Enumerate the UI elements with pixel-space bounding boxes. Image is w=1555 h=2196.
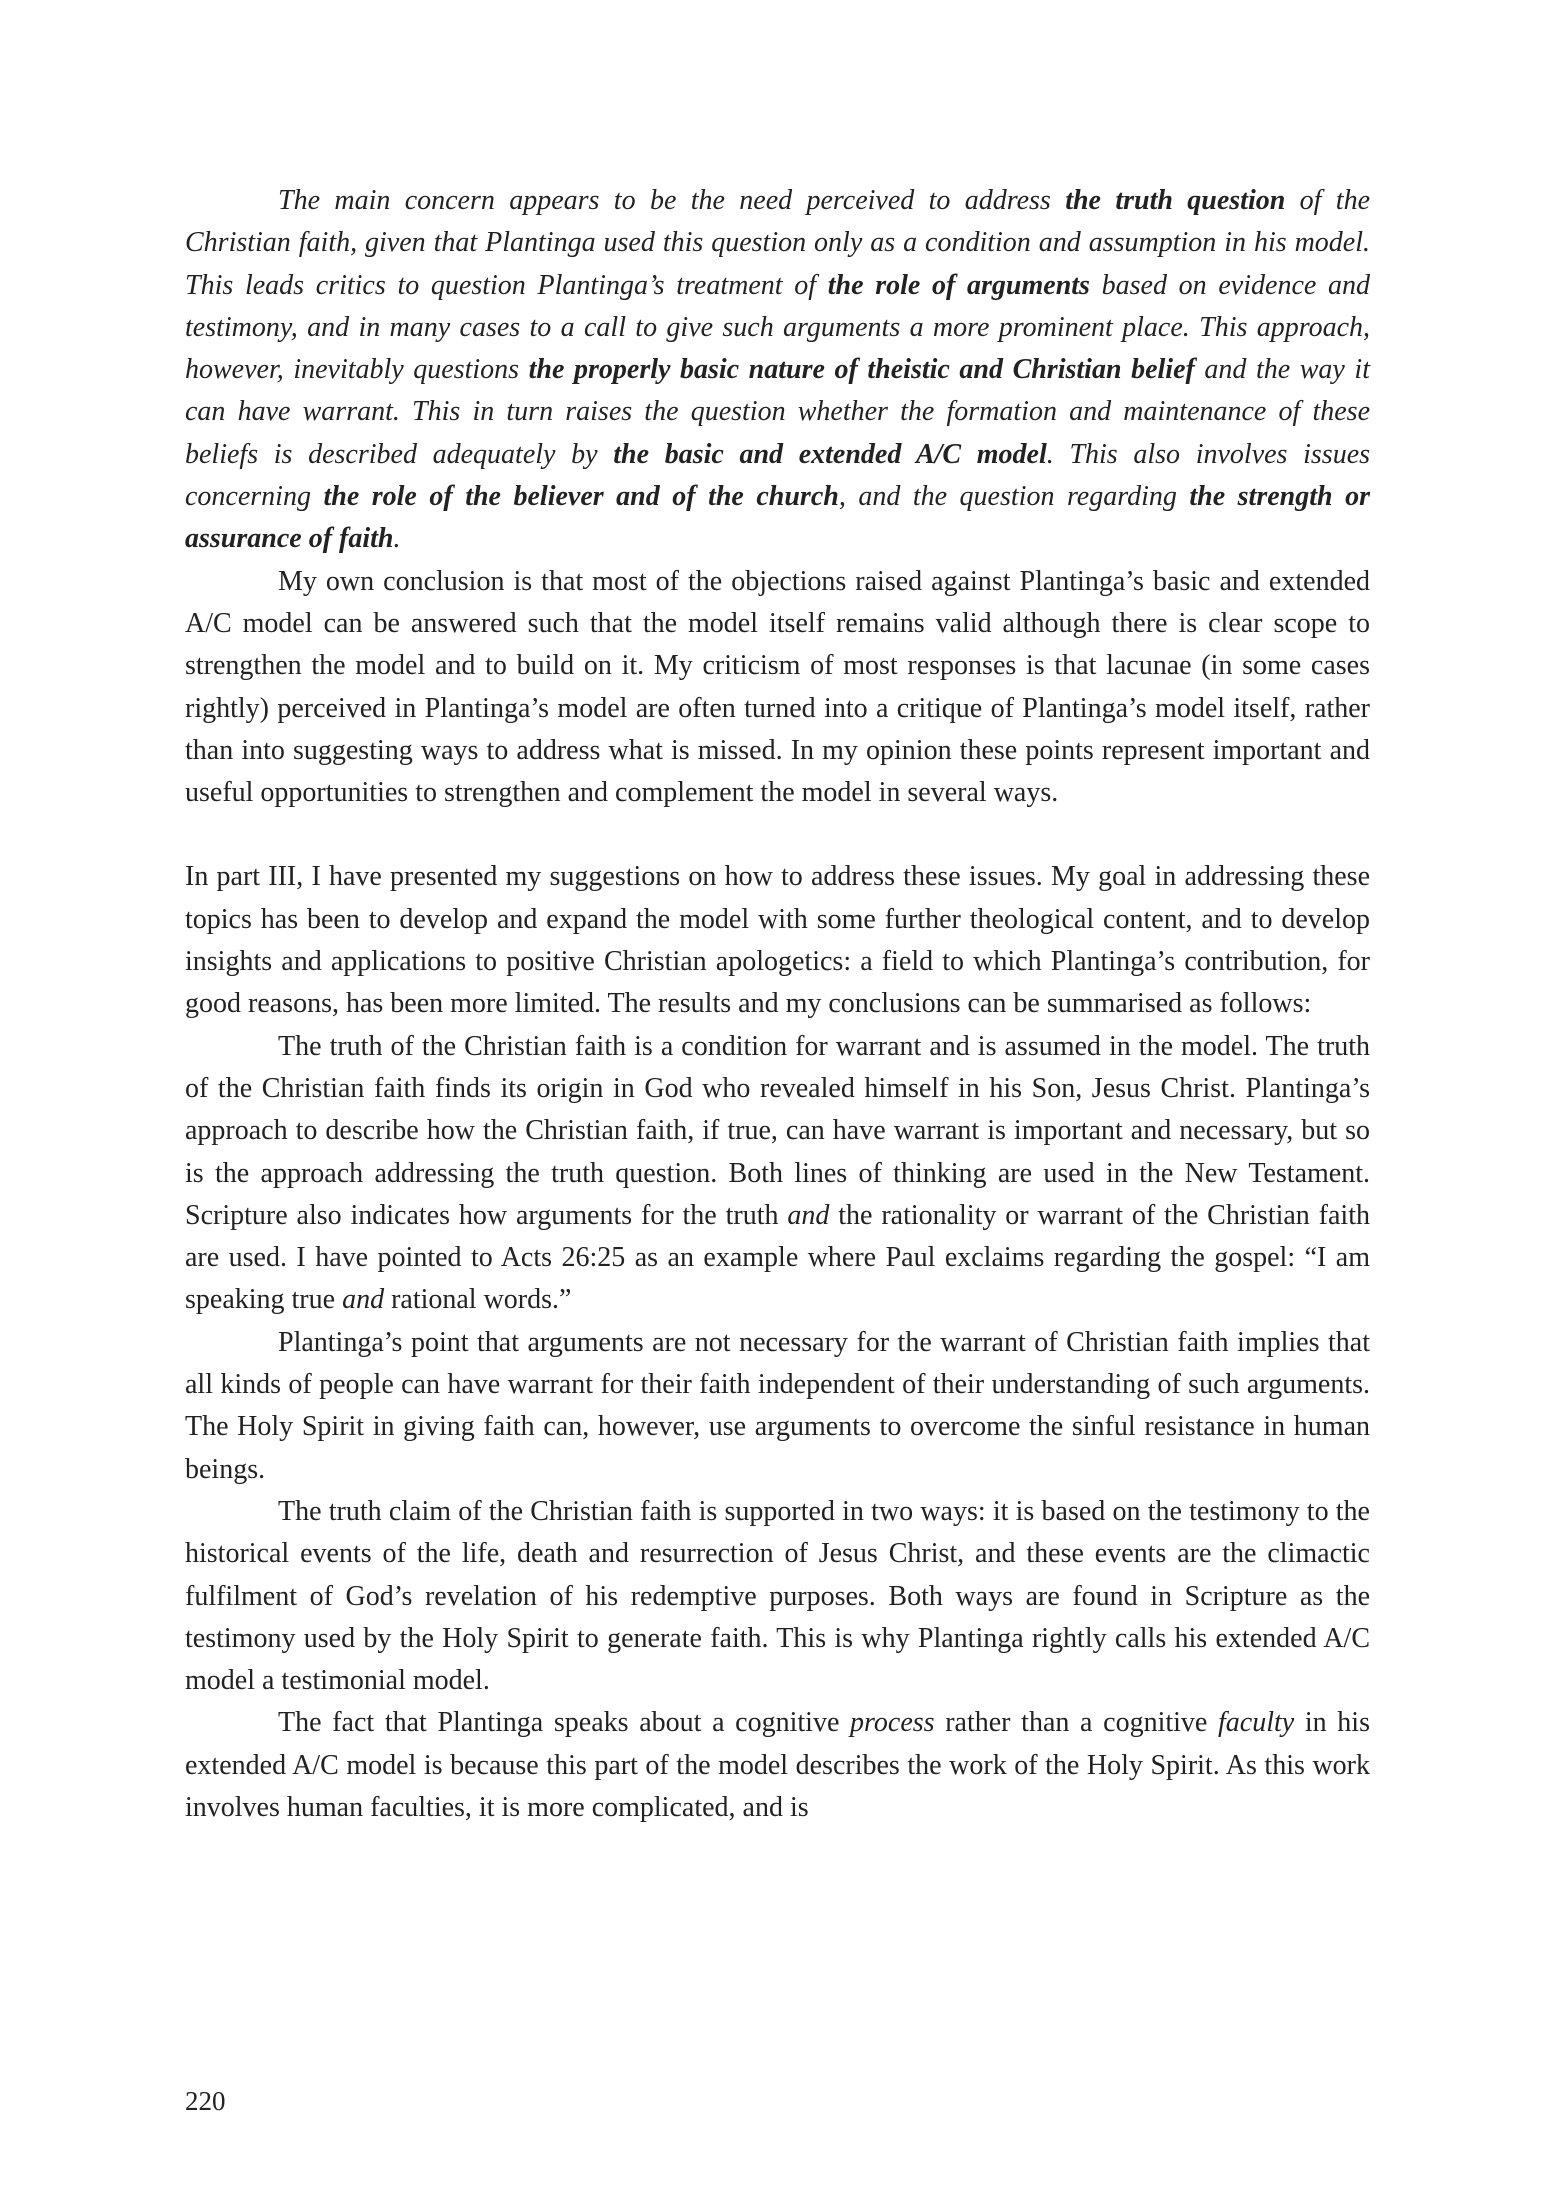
paragraph [185,180,1370,561]
text-run: The truth of the Christian faith is a condition for warrant and is assumed in the model. The truth of the Christian faith finds its origin in God who revealed himself in his Son, Jesus Christ. Plantinga’s approach to describe how the Christian faith, if true, can have warrant is important and necessary, but so is the approach addressing the truth question. Both lines of thinking are used in the New Testament. Scripture also indicates how arguments for the truth [185,1030,1370,1231]
page-number: 220 [185,2086,226,2116]
text-run: The truth claim of the Christian faith is supported in two ways: it is based on the testimony to the historical events of the life, death and resurrection of Jesus Christ, and these events are the climactic fulfilment of God’s revelation of his redemptive purposes. Both ways are found in Scripture as the testimony used by the Holy Spirit to generate faith. This is why Plantinga rightly calls his extended A/C model a testimonial model. [185,1495,1370,1697]
text-run: In part III, I have presented my suggestions on how to address these issues. My goal in addressing these topics has been to develop and expand the model with some further theological content, and to develop insights and applications to positive Christian apologetics: a field to which Plantinga’s contribution, for good reasons, has been more limited. The results and my conclusions can be summarised as follows: [185,861,1370,1020]
italic-text: and [342,1284,385,1316]
italic-text: and [787,1199,830,1231]
italic-text: faculty [1218,1707,1295,1739]
italic-text: . [393,523,401,555]
italic-text: of the Christian faith, given that Plantinga used this question only as a condition and assumption in his model. This leads critics to question Plantinga’s treatment of [185,185,1371,301]
text-run: My own conclusion is that most of the objections raised against Plantinga’s basic and extended A/C model can be answered such that the model itself remains valid although there is clear scope to strengthen the model and to build on it. My criticism of most responses is that lacunae (in some cases rightly) perceived in Plantinga’s model are often turned into a critique of Plantinga’s model itself, rather than into suggesting ways to address what is missed. In my opinion these points represent important and useful opportunities to strengthen and complement the model in several ways. [185,565,1370,809]
paragraph [185,1702,1370,1829]
paragraph [185,1322,1370,1491]
text-run: The fact that Plantinga speaks about a cognitive [278,1707,851,1739]
paragraph [185,1026,1370,1322]
emphasis-text: the properly basic nature of theistic and Christian belief [528,354,1195,386]
italic-text: , and the question regarding [838,481,1190,513]
text-run: the rationality or warrant of the Christian faith are used. I have pointed to Acts 26:25 as an example where Paul exclaims regarding the gospel: “I am speaking true [185,1199,1370,1316]
text-run: rational words.” [384,1284,572,1316]
emphasis-text: the truth question [1065,185,1286,216]
emphasis-text: the role of arguments [827,269,1090,301]
text-run: rather than a cognitive [934,1707,1218,1739]
paragraph [185,561,1370,815]
text-run: in his extended A/C model is because this part of the model describes the work of the Holy Spirit. As this work involves human faculties, it is more complicated, and is [185,1707,1370,1823]
italic-text: The main concern appears to be the need perceived to address [278,185,1066,216]
emphasis-text: the strength or assurance of faith [185,481,1370,555]
italic-text: and the way it can have warrant. This in turn raises the question whether the formation and maintenance of these beliefs is described adequately by [185,354,1370,470]
paragraph [185,856,1370,1025]
italic-text: process [850,1707,935,1739]
emphasis-text: the role of the believer and of the church [323,481,839,513]
italic-text: based on evidence and testimony, and in many cases to a call to give such arguments a more prominent place. This approach, however, inevitably questions [185,269,1370,386]
italic-text: . This also involves issues concerning [185,438,1371,513]
page-body [185,180,1370,1829]
paragraph [185,1491,1370,1702]
emphasis-text: the basic and extended A/C model [613,438,1047,470]
text-run: Plantinga’s point that arguments are not necessary for the warrant of Christian faith implies that all kinds of people can have warrant for their faith independent of their understanding of such arguments. The Holy Spirit in giving faith can, however, use arguments to overcome the sinful resistance in human beings. [185,1326,1370,1485]
